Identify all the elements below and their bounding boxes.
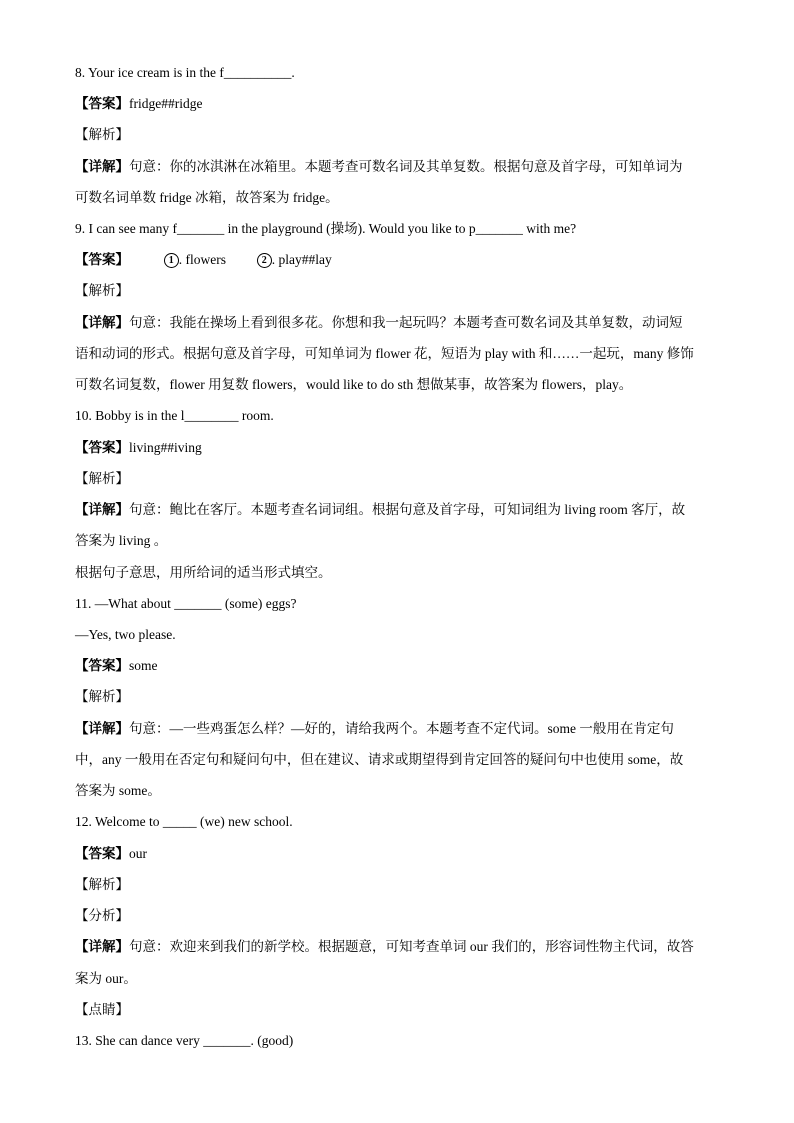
analysis-tag-8: 【解析】 [75,127,129,142]
answer-text: our [129,846,147,861]
section-instruction: 根据句子意思，用所给词的适当形式填空。 [75,565,332,580]
answer-tag: 【答案】 [75,846,129,861]
answer-tag: 【答案】 [75,96,129,111]
fenxi-tag-12: 【分析】 [75,908,129,923]
analysis-tag-11: 【解析】 [75,689,129,704]
question-10: 10. Bobby is in the l________ room. [75,408,274,423]
circled-number-1: 1 [164,253,179,268]
detail-text: 句意：—一些鸡蛋怎么样？—好的，请给我两个。本题考查不定代词。some 一般用在肯定句 [129,721,674,736]
detail-tag: 【详解】 [75,721,129,736]
detail-text: 句意：鲍比在客厅。本题考查名词词组。根据句意及首字母，可知词组为 living room 客厅，故 [129,502,686,517]
question-13: 13. She can dance very _______. (good) [75,1033,294,1048]
answer-tag: 【答案】 [75,252,129,267]
detail-11-line3: 答案为 some。 [75,783,161,798]
answer-12 [75,845,147,863]
detail-9-line1 [75,314,683,332]
detail-text: 句意：你的冰淇淋在冰箱里。本题考查可数名词及其单复数。根据句意及首字母，可知单词为 [129,159,683,174]
detail-11-line2: 中，any 一般用在否定句和疑问句中，但在建议、请求或期望得到肯定回答的疑问句中也使用 some，故 [75,752,684,767]
question-12: 12. Welcome to _____ (we) new school. [75,814,293,829]
question-11-line1: 11. —What about _______ (some) eggs? [75,596,297,611]
answer-tag: 【答案】 [75,658,129,673]
detail-10-line1 [75,501,685,519]
detail-12-line2: 案为 our。 [75,971,137,986]
answer-text: fridge##ridge [129,96,203,111]
analysis-tag-12: 【解析】 [75,877,129,892]
detail-9-line2: 语和动词的形式。根据句意及首字母，可知单词为 flower 花，短语为 play with 和……一起玩，many 修饰 [75,346,694,361]
analysis-tag-10: 【解析】 [75,471,129,486]
detail-10-line2: 答案为 living 。 [75,533,168,548]
detail-11-line1 [75,720,674,738]
answer-tag: 【答案】 [75,440,129,455]
detail-text: 句意：我能在操场上看到很多花。你想和我一起玩吗？本题考查可数名词及其单复数，动词短 [129,315,683,330]
question-9: 9. I can see many f_______ in the playground (操场). Would you like to p_______ with me? [75,221,577,236]
detail-tag: 【详解】 [75,502,129,517]
detail-text: 句意：欢迎来到我们的新学校。根据题意，可知考查单词 our 我们的，形容词性物主代词，故答 [129,939,694,954]
answer-9 [75,251,332,269]
detail-8-line2: 可数名词单数 fridge 冰箱，故答案为 fridge。 [75,190,339,205]
circled-number-2: 2 [257,253,272,268]
answer-text: living##iving [129,440,202,455]
answer-text-2: . play##lay [271,252,332,267]
answer-11 [75,657,158,675]
answer-10 [75,439,202,457]
question-11-line2: —Yes, two please. [75,627,176,642]
answer-text-1: . flowers [178,252,226,267]
dianjing-tag-12: 【点睛】 [75,1002,129,1017]
detail-tag: 【详解】 [75,939,129,954]
analysis-tag-9: 【解析】 [75,283,129,298]
answer-8 [75,95,202,113]
detail-8-line1 [75,158,683,176]
question-8: 8. Your ice cream is in the f__________. [75,65,295,80]
answer-text: some [129,658,158,673]
detail-9-line3: 可数名词复数，flower 用复数 flowers，would like to do sth 想做某事，故答案为 flowers，play。 [75,377,633,392]
detail-tag: 【详解】 [75,159,129,174]
detail-tag: 【详解】 [75,315,129,330]
detail-12-line1 [75,938,694,956]
